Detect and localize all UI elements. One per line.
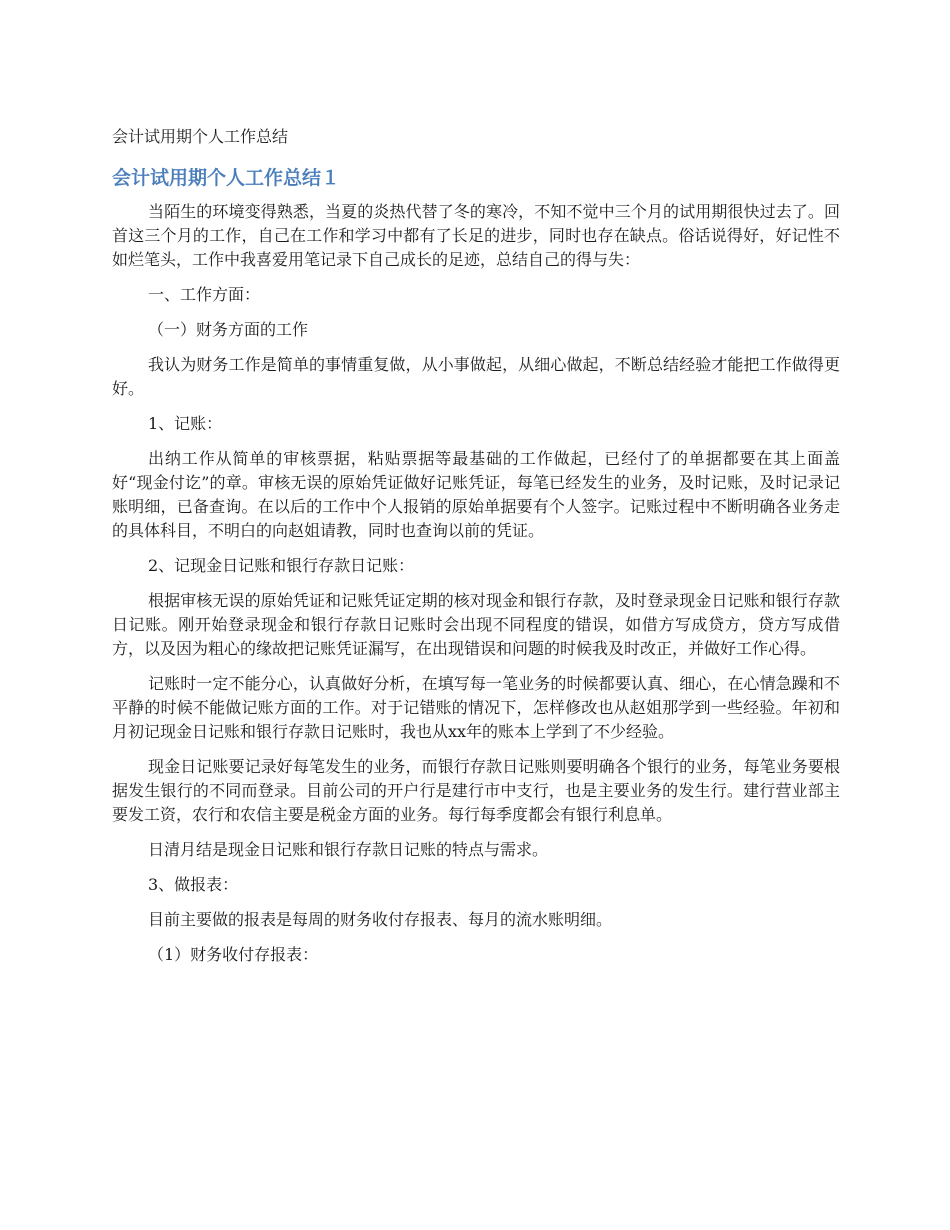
paragraph-subsection-finance: （一）财务方面的工作: [148, 320, 309, 339]
paragraph-journals-detail: 根据审核无误的原始凭证和记账凭证定期的核对现金和银行存款，及时登录现金日记账和银行存款日记账。刚开始登录现金和银行存款日记账时会出现不同程度的错误，如借方写成贷方，贷方写成借方，以及因为粗心的缘故把记账凭证漏写，在出现错误和问题的时候我及时改正，并做好工作心得。: [112, 591, 840, 658]
paragraph-item-journals: 2、记现金日记账和银行存款日记账：: [148, 556, 415, 575]
paragraph-subitem-cash-report: （1）财务收付存报表：: [148, 945, 319, 964]
paragraph-item-reports: 3、做报表：: [148, 875, 239, 894]
paragraph-finance-philosophy: 我认为财务工作是简单的事情重复做，从小事做起，从细心做起，不断总结经验才能把工作做得更好。: [112, 355, 840, 398]
paragraph-intro: 当陌生的环境变得熟悉，当夏的炎热代替了冬的寒冷，不知不觉中三个月的试用期很快过去了。回首这三个月的工作，自己在工作和学习中都有了长足的进步，同时也存在缺点。俗话说得好，好记性不如烂笔头，工作中我喜爱用笔记录下自己成长的足迹，总结自己的得与失：: [112, 202, 840, 269]
paragraph-journals-banks: 现金日记账要记录好每笔发生的业务，而银行存款日记账则要明确各个银行的业务，每笔业务要根据发生银行的不同而登录。目前公司的开户行是建行市中支行，也是主要业务的发生行。建行营业部主要发工资，农行和农信主要是税金方面的业务。每行每季度都会有银行利息单。: [112, 757, 840, 824]
document-body: [112, 200, 840, 978]
section-heading: 会计试用期个人工作总结１: [112, 167, 341, 189]
paragraph-section-work: 一、工作方面：: [148, 285, 261, 304]
paragraph-bookkeeping-detail: 出纳工作从简单的审核票据，粘贴票据等最基础的工作做起，已经付了的单据都要在其上面盖好“现金付讫”的章。审核无误的原始凭证做好记账凭证，每笔已经发生的业务，及时记账，及时记录记账明细，已备查询。在以后的工作中个人报销的原始单据要有个人签字。记账过程中不断明确各业务走的具体科目，不明白的向赵姐请教，同时也查询以前的凭证。: [112, 449, 840, 540]
paragraph-reports-detail: 目前主要做的报表是每周的财务收付存报表、每月的流水账明细。: [148, 910, 613, 929]
paragraph-item-bookkeeping: 1、记账：: [148, 414, 223, 433]
paragraph-daily-monthly: 日清月结是现金日记账和银行存款日记账的特点与需求。: [148, 840, 549, 859]
document-title: 会计试用期个人工作总结: [112, 127, 289, 146]
paragraph-journals-care: 记账时一定不能分心，认真做好分析，在填写每一笔业务的时候都要认真、细心，在心情急躁和不平静的时候不能做记账方面的工作。对于记错账的情况下，怎样修改也从赵姐那学到一些经验。年初和月初记现金日记账和银行存款日记账时，我也从xx年的账本上学到了不少经验。: [112, 674, 840, 741]
